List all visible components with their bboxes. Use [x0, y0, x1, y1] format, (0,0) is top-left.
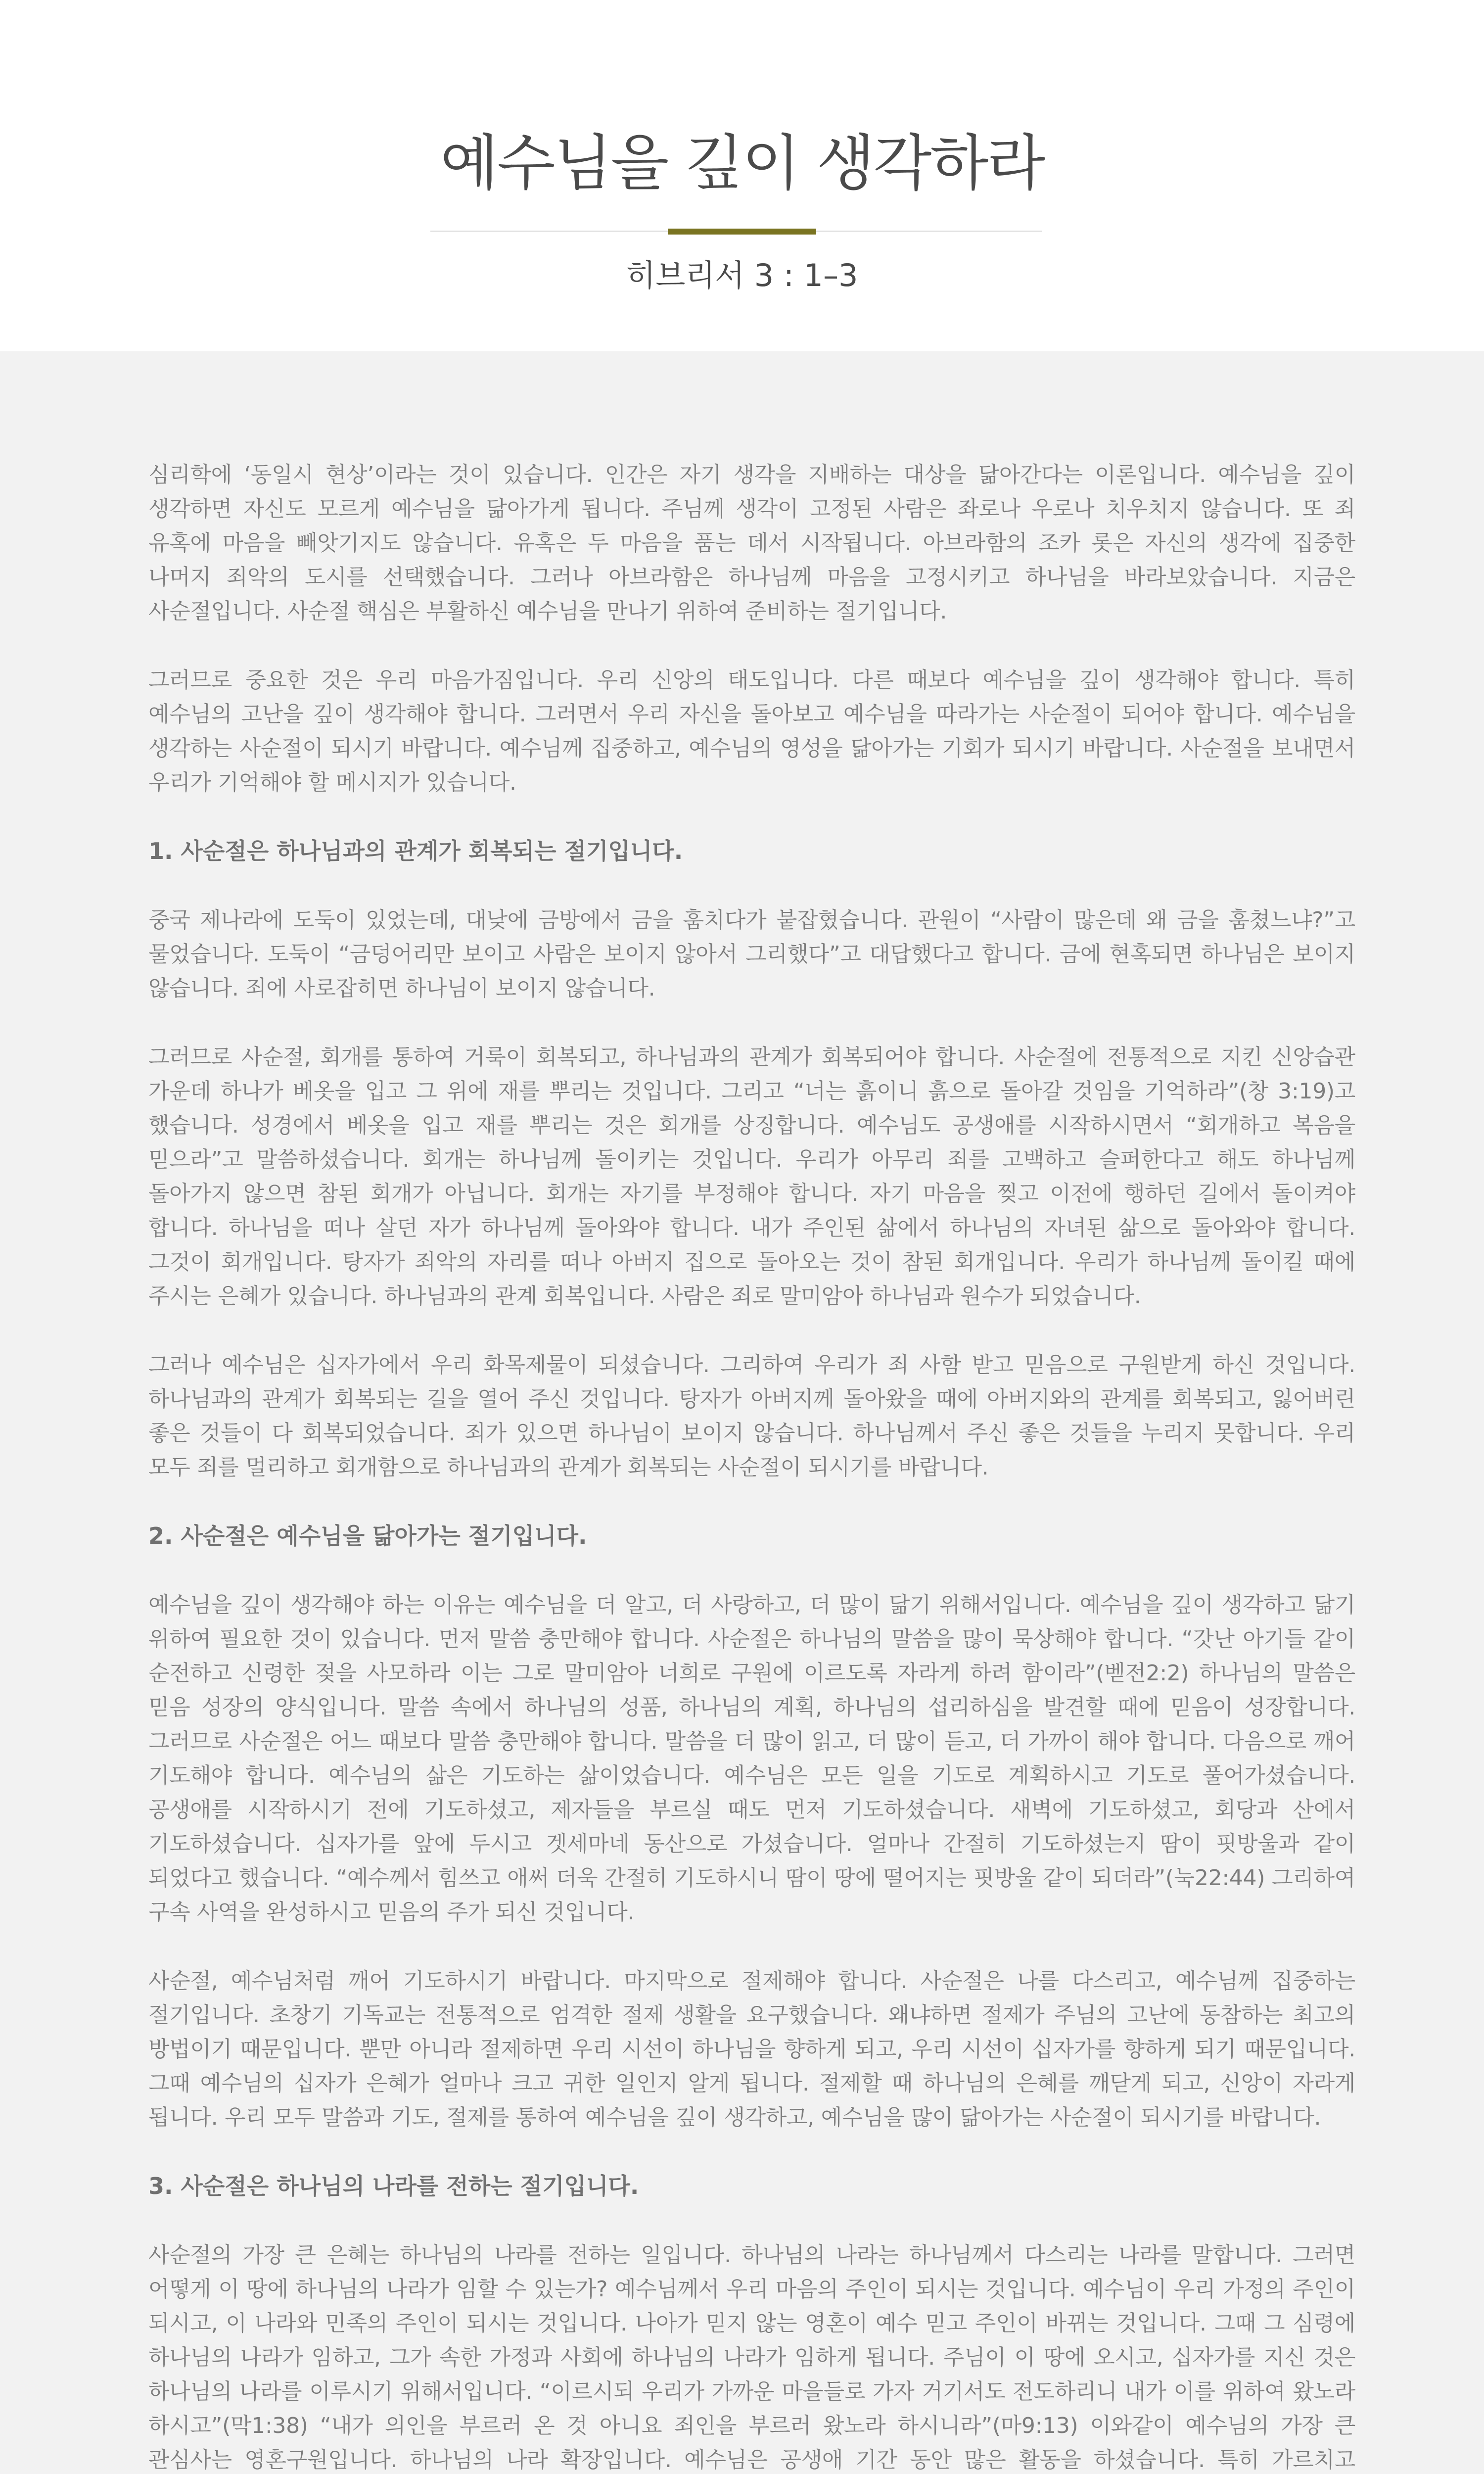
paragraph: 그러나 예수님은 십자가에서 우리 화목제물이 되셨습니다. 그리하여 우리가 죄 사함 받고 믿음으로 구원받게 하신 것입니다. 하나님과의 관계가 회복되는 길을 열어 주신 것입니다. 탕자가 아버지께 돌아왔을 때에 아버지와의 관계를 회복되고, 잃어버린 좋은 것들이 다 회복되었습니다. 죄가 있으면 하나님이 보이지 않습니다. 하나님께서 주신 좋은 것들을 누리지 못합니다. 우리 모두 죄를 멀리하고 회개함으로 하나님과의 관계가 회복되는 사순절이 되시기를 바랍니다. — [148, 1352, 1355, 1480]
title-accent-bar — [668, 229, 816, 235]
paragraph: 예수님을 깊이 생각해야 하는 이유는 예수님을 더 알고, 더 사랑하고, 더 많이 닮기 위해서입니다. 예수님을 깊이 생각하고 닮기 위하여 필요한 것이 있습니다. 먼저 말씀 충만해야 합니다. 사순절은 하나님의 말씀을 많이 묵상해야 합니다. “갓난 아기들 같이 순전하고 신령한 젖을 사모하라 이는 그로 말미암아 너희로 구원에 이르도록 자라게 하려 함이라”(벧전2:2) 하나님의 말씀은 믿음 성장의 양식입니다. 말씀 속에서 하나님의 성품, 하나님의 계획, 하나님의 섭리하심을 발견할 때에 믿음이 성장합니다. 그러므로 사순절은 어느 때보다 말씀 충만해야 합니다. 말씀을 더 많이 읽고, 더 많이 듣고, 더 가까이 해야 합니다. 다음으로 깨어 기도해야 합니다. 예수님의 삶은 기도하는 삶이었습니다. 예수님은 모든 일을 기도로 계획하시고 기도로 풀어가셨습니다. 공생애를 시작하시기 전에 기도하셨고, 제자들을 부르실 때도 먼저 기도하셨습니다. 새벽에 기도하셨고, 회당과 산에서 기도하셨습니다. 십자가를 앞에 두시고 겟세마네 동산으로 가셨습니다. 얼마나 간절히 기도하셨는지 땀이 핏방울과 같이 되었다고 했습니다. “예수께서 힘쓰고 애써 더욱 간절히 기도하시니 땀이 땅에 떨어지는 핏방울 같이 되더라”(눅22:44) 그리하여 구속 사역을 완성하시고 믿음의 주가 되신 것입니다. — [148, 1592, 1355, 1925]
paragraph: 사순절, 예수님처럼 깨어 기도하시기 바랍니다. 마지막으로 절제해야 합니다. 사순절은 나를 다스리고, 예수님께 집중하는 절기입니다. 초창기 기독교는 전통적으로 엄격한 절제 생활을 요구했습니다. 왜냐하면 절제가 주님의 고난에 동참하는 최고의 방법이기 때문입니다. 뿐만 아니라 절제하면 우리 시선이 하나님을 향하게 되고, 우리 시선이 십자가를 향하게 되기 때문입니다. 그때 예수님의 십자가 은혜가 얼마나 크고 귀한 일인지 알게 됩니다. 절제할 때 하나님의 은혜를 깨닫게 되고, 신앙이 자라게 됩니다. 우리 모두 말씀과 기도, 절제를 통하여 예수님을 깊이 생각하고, 예수님을 많이 닮아가는 사순절이 되시기를 바랍니다. — [148, 1968, 1355, 2130]
header — [0, 0, 1484, 351]
paragraph: 사순절의 가장 큰 은혜는 하나님의 나라를 전하는 일입니다. 하나님의 나라는 하나님께서 다스리는 나라를 말합니다. 그러면 어떻게 이 땅에 하나님의 나라가 임할 수 있는가? 예수님께서 우리 마음의 주인이 되시는 것입니다. 예수님이 우리 가정의 주인이 되시고, 이 나라와 민족의 주인이 되시는 것입니다. 나아가 믿지 않는 영혼이 예수 믿고 주인이 바뀌는 것입니다. 그때 그 심령에 하나님의 나라가 임하고, 그가 속한 가정과 사회에 하나님의 나라가 임하게 됩니다. 주님이 이 땅에 오시고, 십자가를 지신 것은 하나님의 나라를 이루시기 위해서입니다. “이르시되 우리가 가까운 마을들로 가자 거기서도 전도하리니 내가 이를 위하여 왔노라 하시고”(막1:38) “내가 의인을 부르러 온 것 아니요 죄인을 부르러 왔노라 하시니라”(마9:13) 이와같이 예수님의 가장 큰 관심사는 영혼구원입니다. 하나님의 나라 확장입니다. 예수님은 공생애 기간 동안 많은 활동을 하셨습니다. 특히 가르치고 — [148, 2242, 1355, 2473]
page-title: 예수님을 깊이 생각하라 — [440, 128, 1044, 198]
paragraph: 그러므로 중요한 것은 우리 마음가짐입니다. 우리 신앙의 태도입니다. 다른 때보다 예수님을 깊이 생각해야 합니다. 특히 예수님의 고난을 깊이 생각해야 합니다. 그러면서 우리 자신을 돌아보고 예수님을 따라가는 사순절이 되어야 합니다. 예수님을 생각하는 사순절이 되시기 바랍니다. 예수님께 집중하고, 예수님의 영성을 닮아가는 기회가 되시기 바랍니다. 사순절을 보내면서 우리가 기억해야 할 메시지가 있습니다. — [148, 667, 1355, 795]
paragraph-intro: 심리학에 ‘동일시 현상’이라는 것이 있습니다. 인간은 자기 생각을 지배하는 대상을 닮아간다는 이론입니다. 예수님을 깊이 생각하면 자신도 모르게 예수님을 닮아가게 됩니다. 주님께 생각이 고정된 사람은 좌로나 우로나 치우치지 않습니다. 또 죄 유혹에 마음을 빼앗기지도 않습니다. 유혹은 두 마음을 품는 데서 시작됩니다. 아브라함의 조카 롯은 자신의 생각에 집중한 나머지 죄악의 도시를 선택했습니다. 그러나 아브라함은 하나님께 마음을 고정시키고 하나님을 바라보았습니다. 지금은 사순절입니다. 사순절 핵심은 부활하신 예수님을 만나기 위하여 준비하는 절기입니다. — [148, 462, 1355, 624]
paragraph: 그러므로 사순절, 회개를 통하여 거룩이 회복되고, 하나님과의 관계가 회복되어야 합니다. 사순절에 전통적으로 지킨 신앙습관 가운데 하나가 베옷을 입고 그 위에 재를 뿌리는 것입니다. 그리고 “너는 흙이니 흙으로 돌아갈 것임을 기억하라”(창 3:19)고 했습니다. 성경에서 베옷을 입고 재를 뿌리는 것은 회개를 상징합니다. 예수님도 공생애를 시작하시면서 “회개하고 복음을 믿으라”고 말씀하셨습니다. 회개는 하나님께 돌이키는 것입니다. 우리가 아무리 죄를 고백하고 슬퍼한다고 해도 하나님께 돌아가지 않으면 참된 회개가 아닙니다. 회개는 자기를 부정해야 합니다. 자기 마음을 찢고 이전에 행하던 길에서 돌이켜야 합니다. 하나님을 떠나 살던 자가 하나님께 돌아와야 합니다. 내가 주인된 삶에서 하나님의 자녀된 삶으로 돌아와야 합니다. 그것이 회개입니다. 탕자가 죄악의 자리를 떠나 아버지 집으로 돌아오는 것이 참된 회개입니다. 우리가 하나님께 돌이킬 때에 주시는 은혜가 있습니다. 하나님과의 관계 회복입니다. 사람은 죄로 말미암아 하나님과 원수가 되었습니다. — [148, 1045, 1355, 1309]
paragraph: 중국 제나라에 도둑이 있었는데, 대낮에 금방에서 금을 훔치다가 붙잡혔습니다. 관원이 “사람이 많은데 왜 금을 훔쳤느냐?”고 물었습니다. 도둑이 “금덩어리만 보이고 사람은 보이지 않아서 그리했다”고 대답했다고 합니다. 금에 현혹되면 하나님은 보이지 않습니다. 죄에 사로잡히면 하나님이 보이지 않습니다. — [148, 907, 1355, 1001]
sermon-body — [148, 458, 1355, 2474]
scripture-reference: 히브리서 3 : 1–3 — [626, 257, 858, 293]
section-heading-1: 1. 사순절은 하나님과의 관계가 회복되는 절기입니다. — [148, 838, 683, 864]
section-heading-2: 2. 사순절은 예수님을 닮아가는 절기입니다. — [148, 1522, 587, 1549]
section-heading-3: 3. 사순절은 하나님의 나라를 전하는 절기입니다. — [148, 2173, 639, 2199]
